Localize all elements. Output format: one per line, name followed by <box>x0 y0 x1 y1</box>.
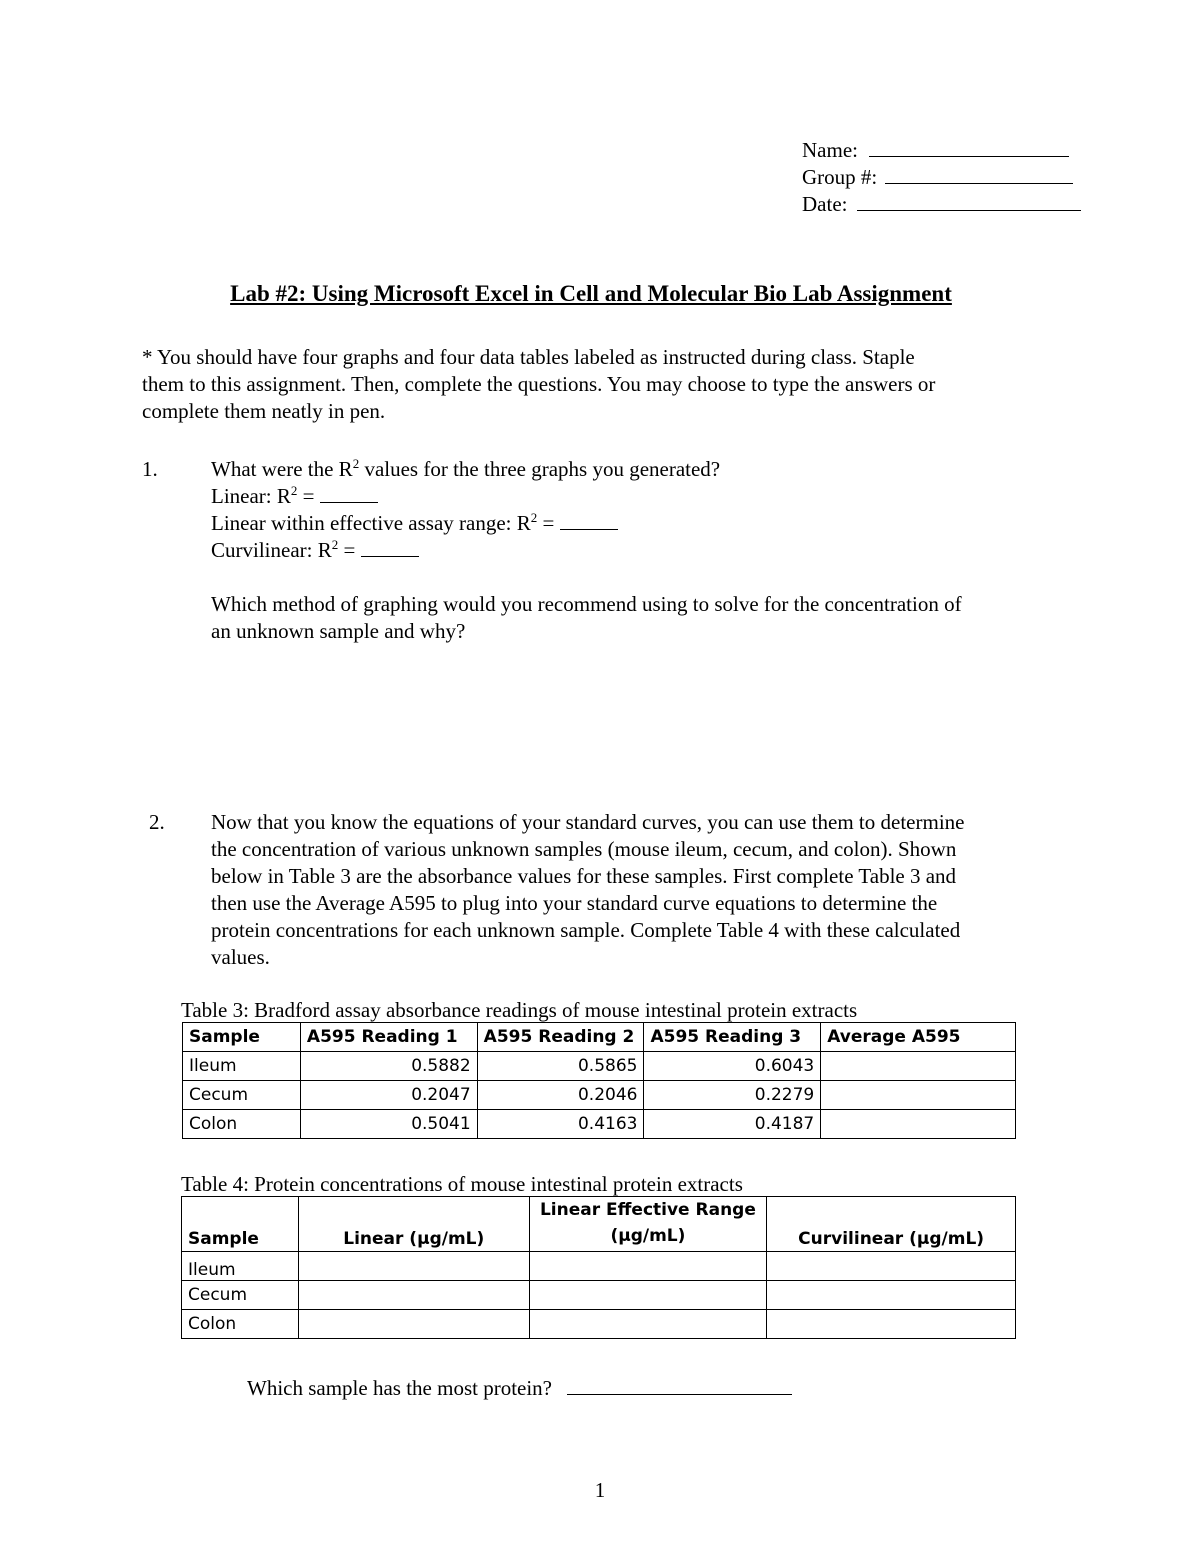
table4-caption: Table 4: Protein concentrations of mouse intestinal protein extracts <box>181 1172 743 1196</box>
table-cell: 0.5882 <box>300 1052 477 1081</box>
table3 <box>182 1022 1016 1139</box>
table-cell: Cecum <box>183 1081 301 1110</box>
page-title: Lab #2: Using Microsoft Excel in Cell and Molecular Bio Lab Assignment <box>230 281 952 306</box>
curvilinear-cell[interactable] <box>767 1310 1016 1339</box>
table-cell: Colon <box>183 1110 301 1139</box>
superscript: 2 <box>331 537 339 552</box>
effective-range-cell[interactable] <box>529 1310 767 1339</box>
table-cell: 0.2279 <box>644 1081 821 1110</box>
average-cell[interactable] <box>821 1081 1016 1110</box>
linear-cell[interactable] <box>298 1310 529 1339</box>
q2-line: below in Table 3 are the absorbance values for these samples. First complete Table 3 and <box>211 864 957 888</box>
date-field <box>802 191 1081 218</box>
q1-prompt <box>211 456 962 483</box>
final-question-text: Which sample has the most protein? <box>247 1376 553 1400</box>
date-blank[interactable] <box>857 191 1081 211</box>
table-cell: 0.2046 <box>477 1081 644 1110</box>
curvilinear-cell[interactable] <box>767 1252 1016 1281</box>
table-cell: 0.6043 <box>644 1052 821 1081</box>
r2-curvilinear <box>211 537 962 564</box>
date-label: Date: <box>802 192 848 216</box>
name-blank[interactable] <box>869 137 1069 157</box>
table-cell: 0.5865 <box>477 1052 644 1081</box>
final-question <box>247 1375 792 1402</box>
table-cell: 0.4163 <box>477 1110 644 1139</box>
table-row <box>183 1081 1016 1110</box>
group-field <box>802 164 1073 191</box>
equals-sign: = <box>338 538 361 562</box>
curvilinear-cell[interactable] <box>767 1281 1016 1310</box>
header-line: Linear Effective Range <box>539 1200 756 1220</box>
intro-line: complete them neatly in pen. <box>142 399 386 423</box>
group-label: Group #: <box>802 165 878 189</box>
table-cell: 0.4187 <box>644 1110 821 1139</box>
table-cell: Cecum <box>182 1281 299 1310</box>
q1-prompt-text: values for the three graphs you generated? <box>359 457 721 481</box>
average-cell[interactable] <box>821 1110 1016 1139</box>
table-header-cell: Linear (µg/mL) <box>298 1197 529 1252</box>
r2-linear-blank[interactable] <box>320 483 378 503</box>
table-header-cell: Curvilinear (µg/mL) <box>767 1197 1016 1252</box>
table-row <box>182 1252 1016 1281</box>
table-header-cell: Sample <box>183 1023 301 1052</box>
q1-number: 1. <box>142 457 158 481</box>
r2-effective <box>211 510 962 537</box>
q2-line: Now that you know the equations of your standard curves, you can use them to determine <box>211 810 965 834</box>
table-row <box>182 1310 1016 1339</box>
table-header-cell: Sample <box>182 1197 299 1252</box>
header-line: (µg/mL) <box>610 1226 686 1246</box>
equals-sign: = <box>297 484 320 508</box>
linear-cell[interactable] <box>298 1281 529 1310</box>
r2-curvilinear-blank[interactable] <box>361 537 419 557</box>
question-2 <box>211 809 964 971</box>
table-header-cell: A595 Reading 2 <box>477 1023 644 1052</box>
table4 <box>181 1196 1016 1339</box>
group-blank[interactable] <box>885 164 1073 184</box>
q2-line: then use the Average A595 to plug into your standard curve equations to determine the <box>211 891 938 915</box>
r2-curvilinear-label: Curvilinear: R <box>211 538 332 562</box>
superscript: 2 <box>352 456 360 471</box>
average-cell[interactable] <box>821 1052 1016 1081</box>
q2-number: 2. <box>149 810 165 834</box>
intro-line: them to this assignment. Then, complete the questions. You may choose to type the answers or <box>142 372 936 396</box>
table-cell: 0.5041 <box>300 1110 477 1139</box>
table-header-cell: A595 Reading 3 <box>644 1023 821 1052</box>
intro-paragraph <box>142 344 935 425</box>
q1-followup: Which method of graphing would you recommend using to solve for the concentration of <box>211 592 962 616</box>
name-label: Name: <box>802 138 858 162</box>
table-cell: Colon <box>182 1310 299 1339</box>
question-1 <box>211 456 962 645</box>
table-cell: Ileum <box>182 1252 299 1281</box>
q2-line: values. <box>211 945 270 969</box>
intro-line: * You should have four graphs and four data tables labeled as instructed during class. Staple <box>142 345 915 369</box>
table-header-cell: Average A595 <box>821 1023 1016 1052</box>
q1-prompt-text: What were the R <box>211 457 353 481</box>
table-header-row <box>183 1023 1016 1052</box>
r2-effective-blank[interactable] <box>560 510 618 530</box>
final-answer-blank[interactable] <box>567 1375 792 1395</box>
table-cell: 0.2047 <box>300 1081 477 1110</box>
effective-range-cell[interactable] <box>529 1252 767 1281</box>
table-row <box>182 1281 1016 1310</box>
table-header-cell <box>529 1197 767 1252</box>
superscript: 2 <box>290 483 298 498</box>
name-field <box>802 137 1069 164</box>
table-header-row <box>182 1197 1016 1252</box>
q2-line: the concentration of various unknown samples (mouse ileum, cecum, and colon). Shown <box>211 837 957 861</box>
table-row <box>183 1052 1016 1081</box>
q2-line: protein concentrations for each unknown sample. Complete Table 4 with these calculated <box>211 918 961 942</box>
table-header-cell: A595 Reading 1 <box>300 1023 477 1052</box>
table-cell: Ileum <box>183 1052 301 1081</box>
r2-linear-label: Linear: R <box>211 484 291 508</box>
equals-sign: = <box>537 511 560 535</box>
r2-linear <box>211 483 962 510</box>
r2-effective-label: Linear within effective assay range: R <box>211 511 531 535</box>
q1-followup: an unknown sample and why? <box>211 619 466 643</box>
effective-range-cell[interactable] <box>529 1281 767 1310</box>
table-row <box>183 1110 1016 1139</box>
table3-caption: Table 3: Bradford assay absorbance readings of mouse intestinal protein extracts <box>181 998 858 1022</box>
linear-cell[interactable] <box>298 1252 529 1281</box>
page-number: 1 <box>594 1478 606 1502</box>
superscript: 2 <box>530 510 538 525</box>
